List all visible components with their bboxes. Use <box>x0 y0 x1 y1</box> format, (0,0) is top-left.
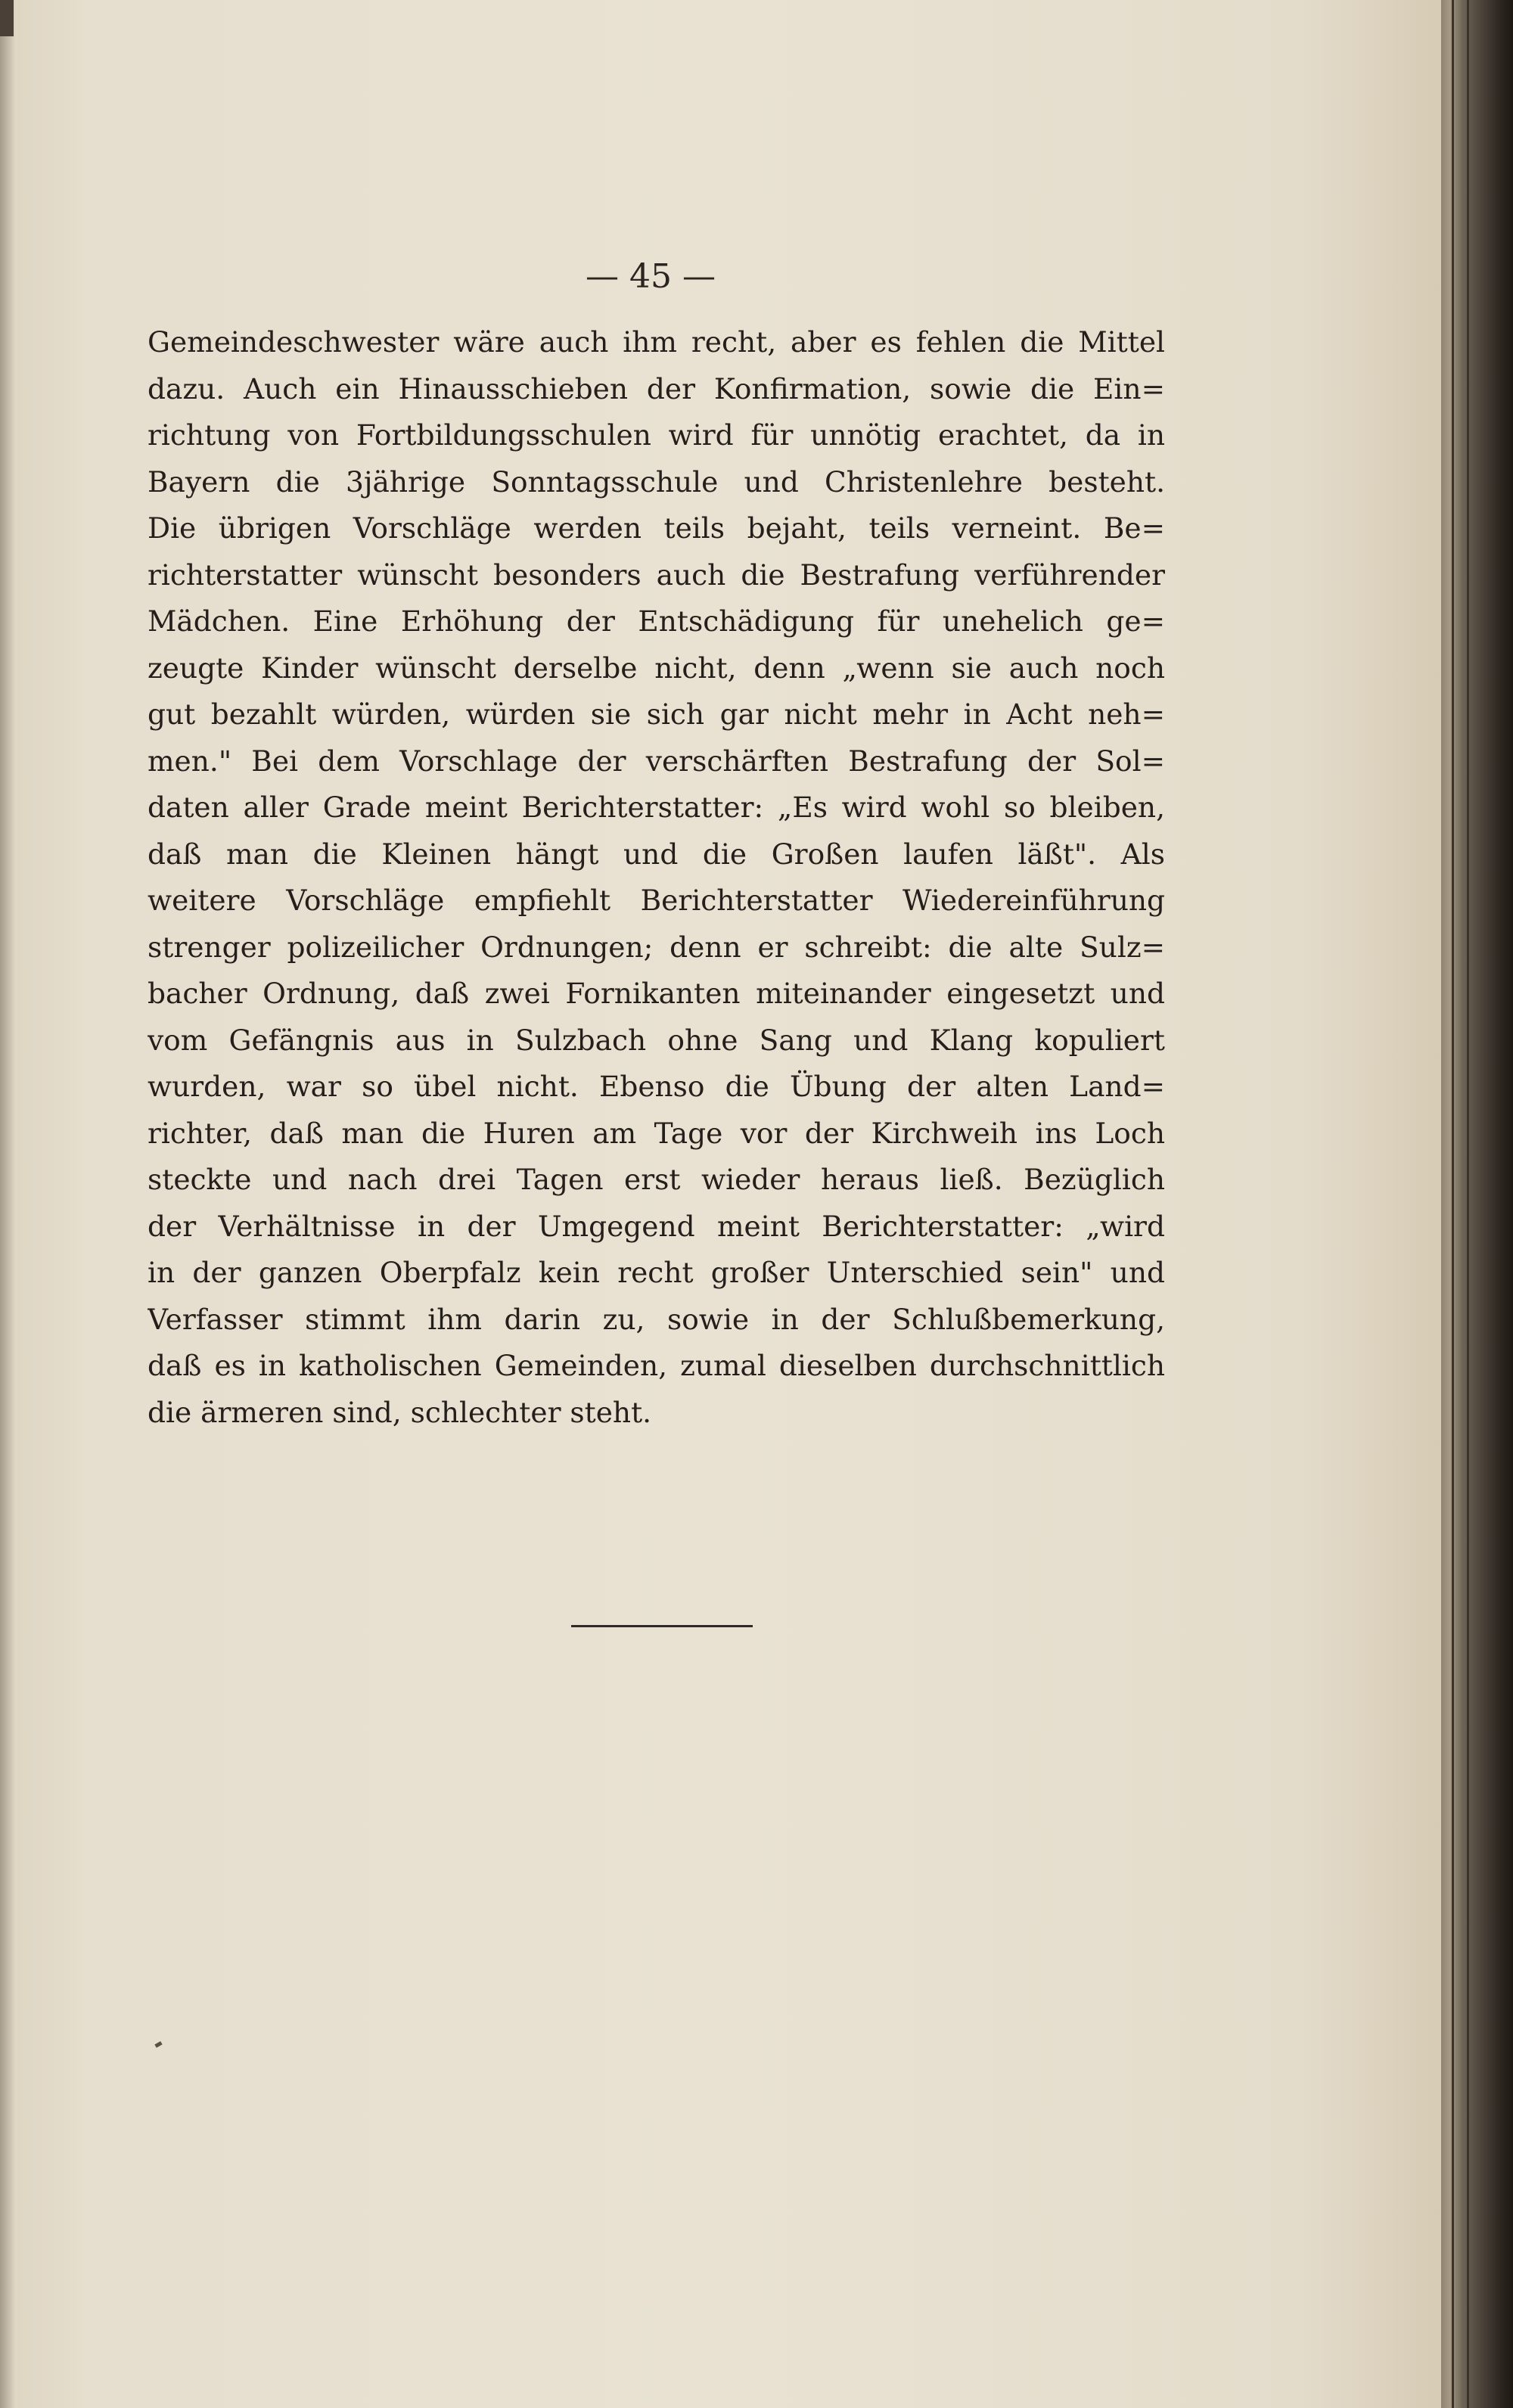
body-text <box>148 319 1165 1436</box>
text-line: Mädchen. Eine Erhöhung der Entschädigung für unehelich ge= <box>148 604 1165 638</box>
text-line: Bayern die 3jährige Sonntagsschule und Christenlehre besteht. <box>148 465 1165 499</box>
text-line: der Verhältnisse in der Umgegend meint Berichterstatter: „wird <box>148 1209 1165 1243</box>
text-line: Gemeindeschwester wäre auch ihm recht, aber es fehlen die Mittel <box>148 325 1165 359</box>
end-rule <box>571 1625 753 1627</box>
text-line: Die übrigen Vorschläge werden teils bejaht, teils verneint. Be= <box>148 511 1165 545</box>
text-line: richterstatter wünscht besonders auch die Bestrafung verführender <box>148 558 1165 592</box>
spine-line <box>1467 0 1469 2408</box>
page-edge-shadow <box>0 0 15 2408</box>
text-line: zeugte Kinder wünscht derselbe nicht, denn „wenn sie auch noch <box>148 651 1165 685</box>
text-line: bacher Ordnung, daß zwei Fornikanten miteinander eingesetzt und <box>148 977 1165 1010</box>
text-line: strenger polizeilicher Ordnungen; denn er schreibt: die alte Sulz= <box>148 930 1165 964</box>
book-spine <box>1441 0 1513 2408</box>
text-line: men." Bei dem Vorschlage der verschärften Bestrafung der Sol= <box>148 744 1165 778</box>
text-line: daten aller Grade meint Berichterstatter: „Es wird wohl so bleiben, <box>148 791 1165 824</box>
text-line: richtung von Fortbildungsschulen wird für unnötig erachtet, da in <box>148 418 1165 452</box>
text-line: weitere Vorschläge empfiehlt Berichterstatter Wiedereinführung <box>148 884 1165 917</box>
text-line: steckte und nach drei Tagen erst wieder heraus ließ. Bezüglich <box>148 1163 1165 1196</box>
text-line: die ärmeren sind, schlechter steht. <box>148 1395 652 1429</box>
text-line: wurden, war so übel nicht. Ebenso die Übung der alten Land= <box>148 1070 1165 1103</box>
text-line: daß es in katholischen Gemeinden, zumal dieselben durchschnittlich <box>148 1349 1165 1382</box>
stray-mark <box>154 2041 162 2048</box>
text-line: gut bezahlt würden, würden sie sich gar nicht mehr in Acht neh= <box>148 698 1165 731</box>
text-line: in der ganzen Oberpfalz kein recht großer Unterschied sein" und <box>148 1256 1165 1289</box>
text-line: richter, daß man die Huren am Tage vor der Kirchweih ins Loch <box>148 1116 1165 1150</box>
text-line: Verfasser stimmt ihm darin zu, sowie in der Schlußbemerkung, <box>148 1302 1165 1336</box>
text-line: daß man die Kleinen hängt und die Großen laufen läßt". Als <box>148 837 1165 871</box>
spine-line <box>1452 0 1454 2408</box>
text-line: vom Gefängnis aus in Sulzbach ohne Sang und Klang kopuliert <box>148 1023 1165 1057</box>
page-number: — 45 — <box>586 257 716 296</box>
text-line: dazu. Auch ein Hinausschieben der Konfirmation, sowie die Ein= <box>148 371 1165 405</box>
corner-mark <box>0 0 14 36</box>
